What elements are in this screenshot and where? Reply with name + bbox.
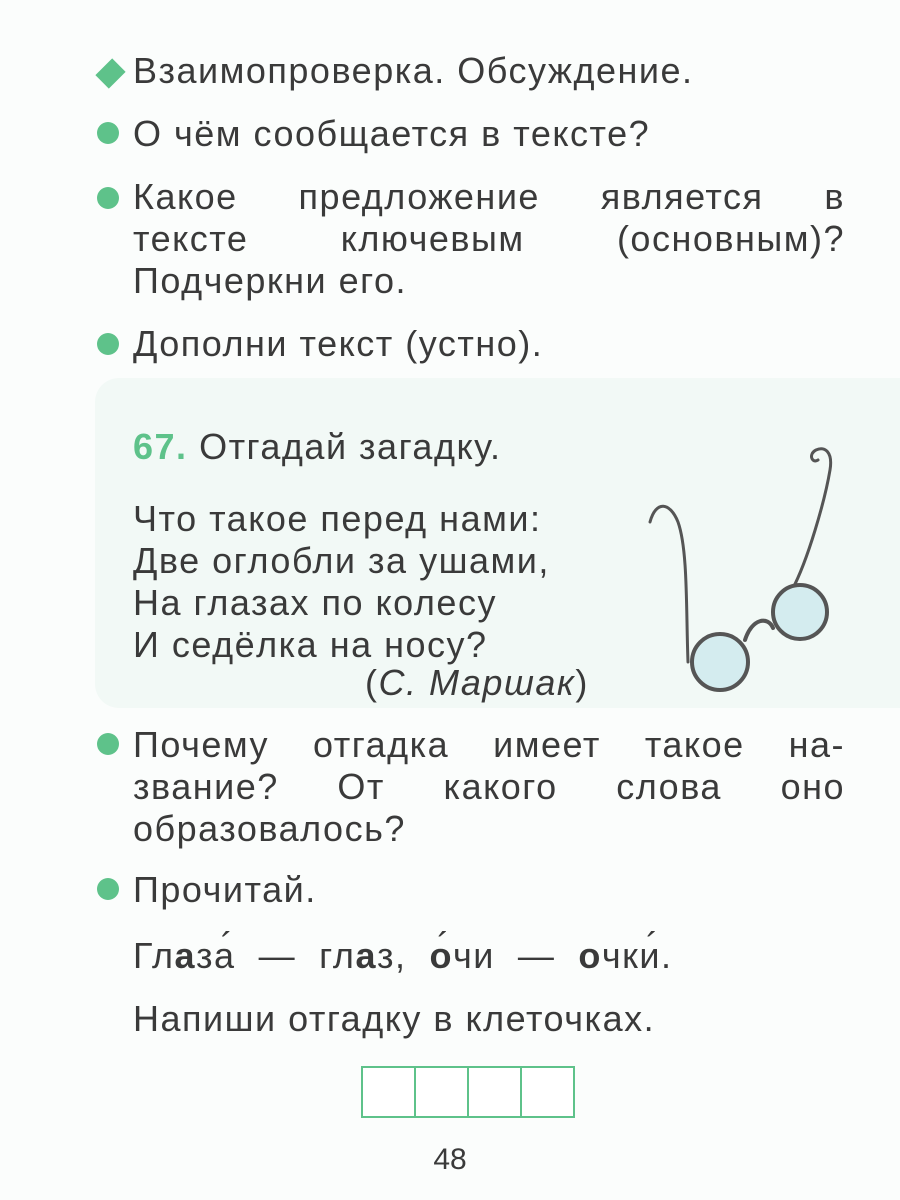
poem-line: На глазах по колесу: [133, 582, 497, 623]
author-paren: ): [575, 662, 589, 703]
word-part: .: [661, 935, 673, 976]
question-line: Почему отгадка имеет такое на-: [133, 724, 845, 765]
word-part: з: [196, 935, 215, 976]
poem-line: И седёлка на носу?: [133, 624, 488, 665]
word-vowel: а: [174, 935, 197, 976]
glasses-lens-left: [692, 634, 748, 690]
word-part: Гл: [133, 935, 175, 976]
exercise-heading: [133, 426, 502, 468]
riddle-poem: [133, 498, 550, 666]
bullet-icon: [97, 733, 119, 755]
word-part: гл: [319, 935, 356, 976]
author-paren: (: [365, 662, 379, 703]
question-key-sentence-line: Какое предложение является в: [133, 176, 845, 217]
glasses-bridge: [745, 621, 773, 640]
page-number: 48: [433, 1143, 467, 1176]
diamond-bullet-icon: [95, 58, 125, 88]
word-part: з,: [376, 935, 407, 976]
answer-cell[interactable]: [520, 1066, 575, 1118]
question-line: звание? От какого слова оно: [133, 766, 845, 807]
glasses-temple-left: [650, 506, 688, 662]
bullet-icon: [97, 187, 119, 209]
bullet-icon: [97, 333, 119, 355]
poem-author: [365, 662, 589, 704]
question-key-sentence-line: Подчеркни его.: [133, 260, 408, 301]
exercise-title: Отгадай загадку.: [199, 426, 502, 467]
poem-line: Что такое перед нами:: [133, 498, 542, 539]
answer-cell[interactable]: [361, 1066, 416, 1118]
answer-cell[interactable]: [467, 1066, 522, 1118]
question-key-sentence-line: тексте ключевым (основным)?: [133, 218, 845, 259]
word-pairs: [133, 935, 673, 977]
question-key-sentence: [133, 176, 845, 302]
stressed-vowel: о ´: [430, 935, 454, 976]
task-write-answer: Напиши отгадку в клеточках.: [133, 998, 656, 1039]
answer-cell[interactable]: [414, 1066, 469, 1118]
question-name-origin: [133, 724, 845, 850]
task-peer-review: Взаимопроверка. Обсуждение.: [133, 50, 694, 91]
author-name: С. Маршак: [378, 662, 576, 703]
exercise-number: 67.: [133, 426, 188, 467]
word-part: чи: [453, 935, 495, 976]
word-part: чк: [601, 935, 640, 976]
bullet-icon: [97, 878, 119, 900]
stressed-vowel: и ´: [639, 935, 661, 976]
glasses-temple-right: [792, 449, 831, 590]
word-vowel: а: [355, 935, 377, 976]
dash: —: [494, 935, 579, 976]
dash: —: [235, 935, 320, 976]
task-read: Прочитай.: [133, 869, 317, 910]
poem-line: Две оглобли за ушами,: [133, 540, 550, 581]
bullet-icon: [97, 122, 119, 144]
question-line: образовалось?: [133, 808, 406, 849]
answer-cells: [363, 1066, 575, 1118]
glasses-illustration: [640, 440, 850, 700]
task-complete-text: Дополни текст (устно).: [133, 323, 544, 364]
stressed-vowel: а ´: [214, 935, 236, 976]
word-vowel: о: [578, 935, 602, 976]
glasses-lens-right: [773, 585, 827, 639]
question-topic: О чём сообщается в тексте?: [133, 113, 651, 154]
